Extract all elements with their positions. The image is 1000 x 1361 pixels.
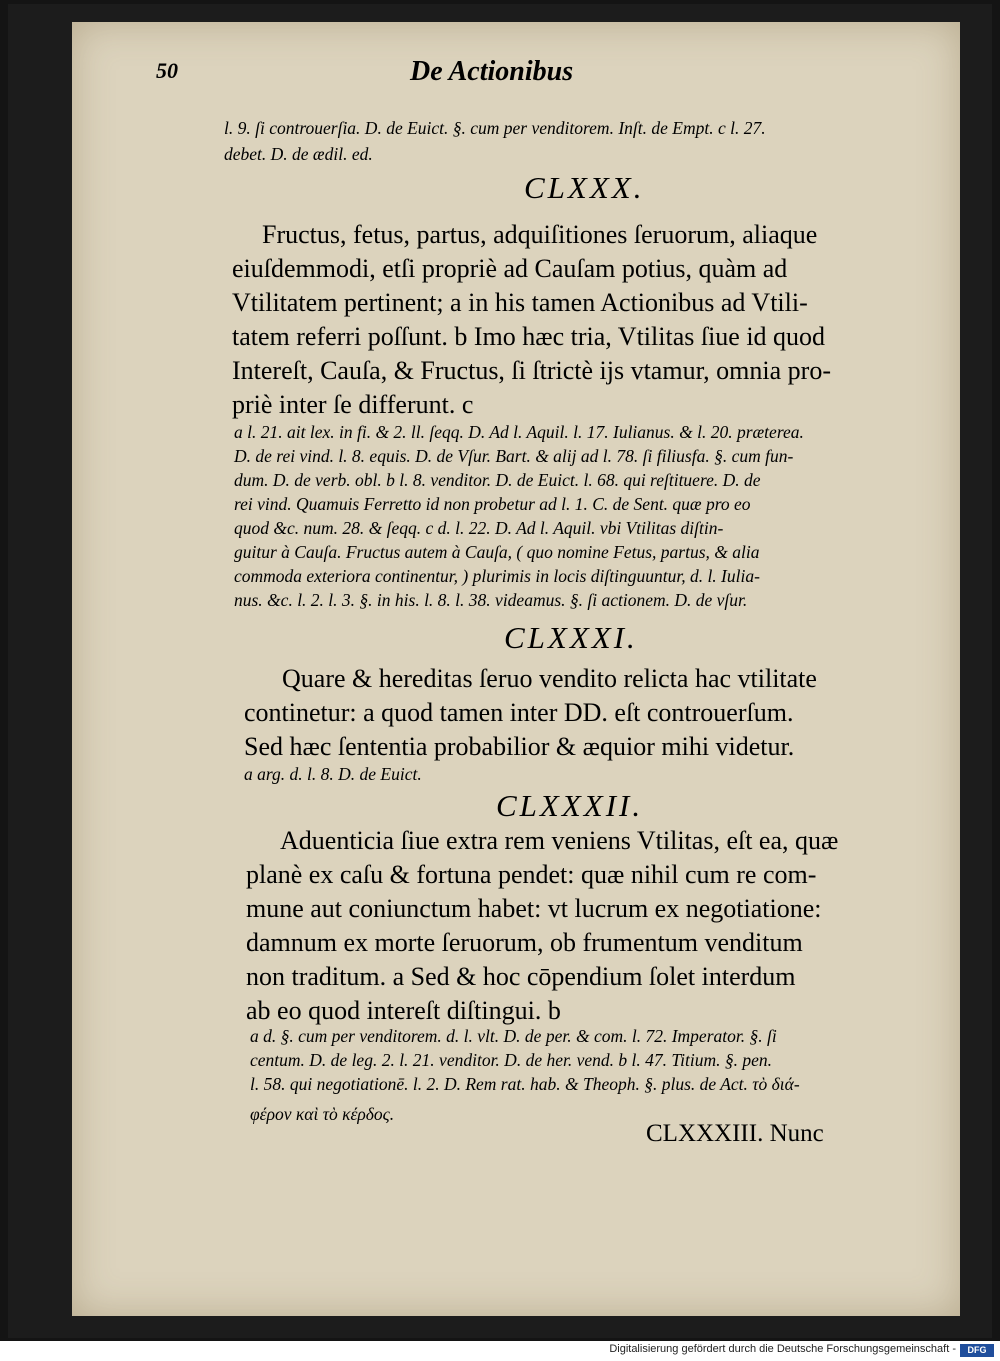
- section-180-line: Fructus, fetus, partus, adquiſitiones ſeruorum, aliaque: [262, 220, 818, 249]
- section-180-line: priè inter ſe differunt. c: [232, 390, 474, 419]
- section-182-line: ab eo quod intereſt diſtingui. b: [246, 996, 561, 1025]
- section-181-line: continetur: a quod tamen inter DD. eſt controuerſum.: [244, 698, 794, 727]
- section-182-line: damnum ex morte ſeruorum, ob frumentum venditum: [246, 928, 803, 957]
- section-182-note: a d. §. cum per venditorem. d. l. vlt. D. de per. & com. l. 72. Imperator. §. ſi: [250, 1026, 777, 1046]
- section-182-note: l. 58. qui negotiationē. l. 2. D. Rem rat. hab. & Theoph. §. plus. de Act. τὸ διά-: [250, 1074, 800, 1094]
- section-180-line: eiuſdemmodi, etſi propriè ad Cauſam potius, quàm ad: [232, 254, 788, 283]
- dfg-credit-text: Digitalisierung gefördert durch die Deutsche Forschungsgemeinschaft -: [609, 1343, 956, 1355]
- section-182-line: planè ex caſu & fortuna pendet: quæ nihil cum re com-: [246, 860, 817, 889]
- catchword: CLXXXIII. Nunc: [646, 1120, 824, 1147]
- section-180-note: commoda exteriora continentur, ) plurimis in locis diſtinguuntur, d. l. Iulia-: [234, 566, 760, 586]
- section-heading-182: CLXXXII.: [496, 788, 644, 823]
- section-180-note: quod &c. num. 28. & ſeqq. c d. l. 22. D. Ad l. Aquil. vbi Vtilitas diſtin-: [234, 518, 724, 538]
- section-182-note: centum. D. de leg. 2. l. 21. venditor. D. de her. vend. b l. 47. Titium. §. pen.: [250, 1050, 773, 1070]
- section-180-note: rei vind. Quamuis Ferretto id non probetur ad l. 1. C. de Sent. quæ pro eo: [234, 494, 751, 514]
- section-180-line: Intereſt, Cauſa, & Fructus, ſi ſtrictè ijs vtamur, omnia pro-: [232, 356, 831, 385]
- section-182-line: non traditum. a Sed & hoc cōpendium ſolet interdum: [246, 962, 796, 991]
- top-note-line: debet. D. de ædil. ed.: [224, 144, 373, 164]
- section-180-note: D. de rei vind. l. 8. equis. D. de Vſur. Bart. & alij ad l. 78. ſi filiusfa. §. cum fun-: [234, 446, 794, 466]
- section-180-note: dum. D. de verb. obl. b l. 8. venditor. D. de Euict. l. 68. qui reſtituere. D. de: [234, 470, 761, 490]
- section-180-note: a l. 21. ait lex. in fi. & 2. ll. ſeqq. D. Ad l. Aquil. l. 17. Iulianus. & l. 20. præterea.: [234, 422, 804, 442]
- section-182-line: Aduenticia ſiue extra rem veniens Vtilitas, eſt ea, quæ: [280, 826, 839, 855]
- section-180-line: tatem referri poſſunt. b Imo hæc tria, Vtilitas ſiue id quod: [232, 322, 826, 351]
- section-180-line: Vtilitatem pertinent; a in his tamen Actionibus ad Vtili-: [232, 288, 808, 317]
- section-182-note: φέρον καὶ τὸ κέρδος.: [250, 1104, 395, 1124]
- section-heading-181: CLXXXI.: [504, 620, 638, 655]
- dfg-credit-bar: [0, 1341, 1000, 1361]
- section-180-note: guitur à Cauſa. Fructus autem à Cauſa, ( quo nomine Fetus, partus, & alia: [234, 542, 760, 562]
- page-number: 50: [156, 58, 178, 83]
- section-182-line: mune aut coniunctum habet: vt lucrum ex negotiatione:: [246, 894, 822, 923]
- section-heading-180: CLXXX.: [524, 170, 645, 205]
- section-181-note: a arg. d. l. 8. D. de Euict.: [244, 764, 422, 784]
- running-title: De Actionibus: [410, 56, 574, 87]
- dfg-logo-icon: DFG: [960, 1344, 994, 1357]
- section-181-line: Quare & hereditas ſeruo vendito relicta hac vtilitate: [282, 664, 817, 693]
- top-note-line: l. 9. ſi controuerſia. D. de Euict. §. cum per venditorem. Inſt. de Empt. c l. 27.: [224, 118, 766, 138]
- section-180-note: nus. &c. l. 2. l. 3. §. in his. l. 8. l. 38. videamus. §. ſi actionem. D. de vſur.: [234, 590, 748, 610]
- section-181-line: Sed hæc ſententia probabilior & æquior mihi videtur.: [244, 732, 795, 761]
